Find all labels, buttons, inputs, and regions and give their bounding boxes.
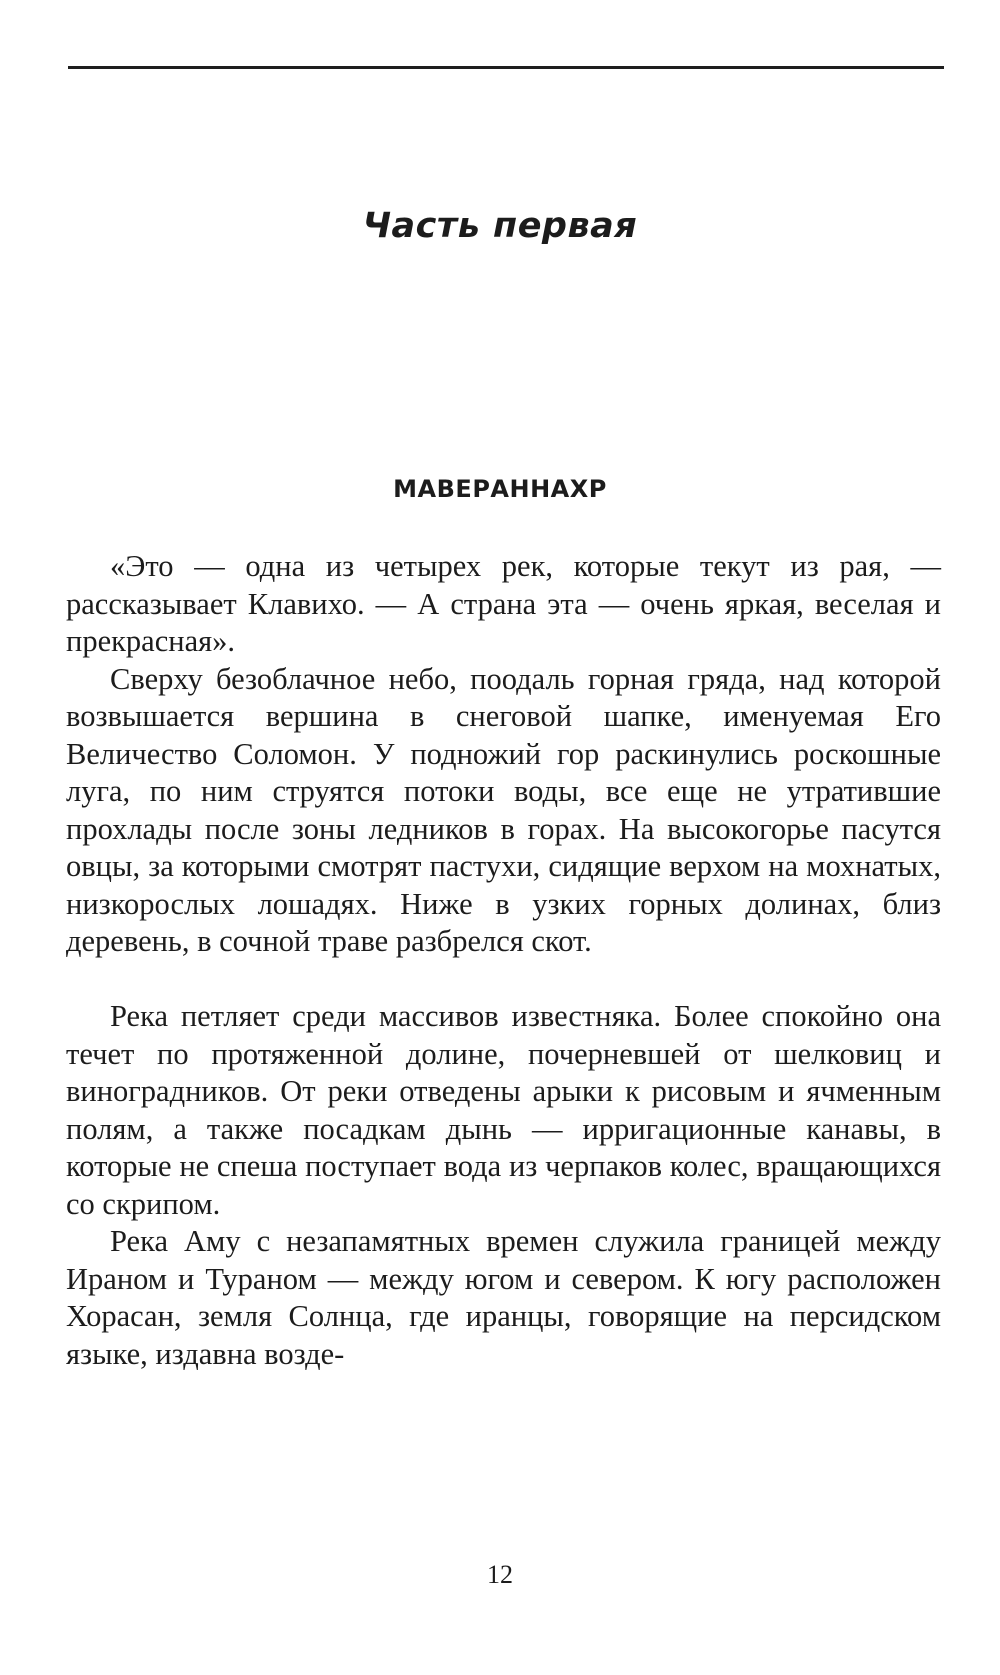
part-title: Часть первая — [362, 206, 638, 246]
paragraph-mountains: Сверху безоблачное небо, поодаль горная гряда, над которой возвышается вершина в снеговой шапке, именуемая Его Величество Соломон. У подножий гор раскинулись роскошные луга, по ним струятся потоки воды, все еще не утратившие прохлады после зоны ледников в горах. На высокогорье пасутся овцы, за которыми смотрят пастухи, сидящие верхом на мохнатых, низкорослых лошадях. Ниже в узких горных долинах, близ деревень, в сочной траве разбрелся скот. — [66, 661, 941, 958]
section-gap — [66, 961, 941, 999]
chapter-title: МАВЕРАННАХР — [393, 475, 607, 503]
paragraph-epigraph: «Это — одна из четырех рек, которые текут из рая, — рассказывает Клавихо. — А страна эта — очень яркая, веселая и прекрасная». — [66, 549, 941, 658]
page-number: 12 — [487, 1560, 513, 1589]
paragraph-river: Река петляет среди массивов известняка. Более спокойно она течет по протяженной долине, почерневшей от шелковиц и виноградников. От реки отведены арыки к рисовым и ячменным полям, а также посадкам дынь — ирригационные канавы, в которые не спеша поступает вода из черпаков колес, вращающихся со скрипом. — [66, 999, 941, 1221]
body-text — [66, 548, 941, 1373]
paragraph-amu: Река Аму с незапамятных времен служила границей между Ираном и Тураном — между югом и севером. К югу расположен Хорасан, земля Солнца, где иранцы, говорящие на персидском языке, издавна возде- — [66, 1224, 941, 1371]
top-rule — [68, 66, 944, 69]
